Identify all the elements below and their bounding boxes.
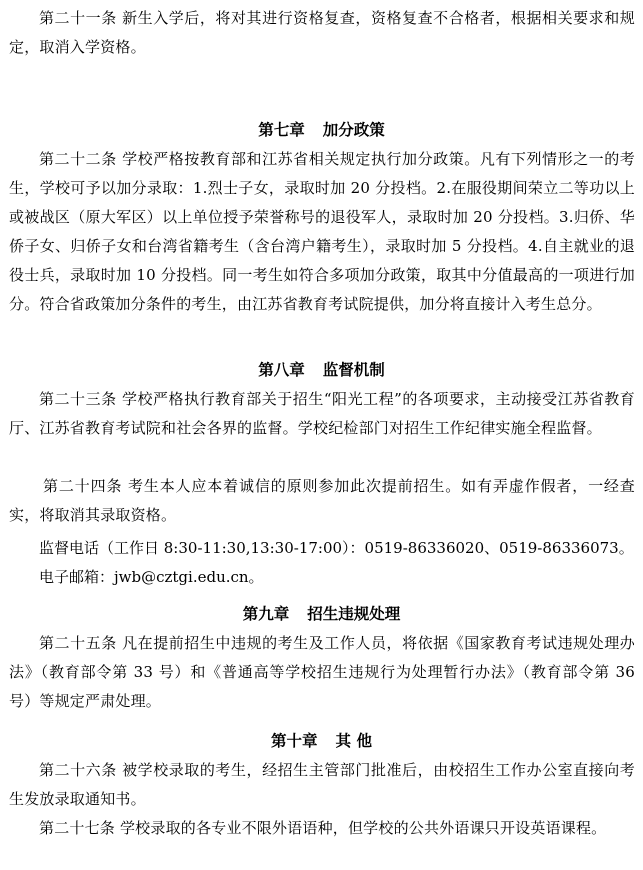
- chapter-9-number: 第九章: [242, 605, 290, 623]
- chapter-7-title: 加分政策: [322, 121, 385, 139]
- chapter-8-number: 第八章: [258, 361, 305, 379]
- article-25: 第二十五条 凡在提前招生中违规的考生及工作人员，将依据《国家教育考试违规处理办法》（教育部令第 33 号）和《普通高等学校招生违规行为处理暂行办法》（教育部令第 36 号）等规定严肃处理。: [9, 634, 635, 710]
- chapter-10-number: 第十章: [271, 732, 318, 750]
- article-22: 第二十二条 学校严格按教育部和江苏省相关规定执行加分政策。凡有下列情形之一的考生，学校可予以加分录取：1.烈士子女，录取时加 20 分投档。2.在服役期间荣立二等功以上或被战区（原大军区）以上单位授予荣誉称号的退役军人，录取时加 20 分投档。3.归侨、华侨子女、归侨子女和台湾省籍考生（含台湾户籍考生），录取时加 5 分投档。4.自主就业的退役士兵，录取时加 10 分投档。同一考生如符合多项加分政策，取其中分值最高的一项进行加分。符合省政策加分条件的考生，由江苏省教育考试院提供，加分将直接计入考生总分。: [9, 150, 635, 313]
- article-27: 第二十七条 学校录取的各专业不限外语语种，但学校的公共外语课只开设英语课程。: [39, 819, 607, 837]
- chapter-9-title: 招生违规处理: [307, 605, 401, 623]
- chapter-8-heading: [0, 356, 643, 385]
- contact-email: 电子邮箱：jwb@cztgi.edu.cn。: [39, 568, 264, 586]
- supervision-hotline: 监督电话（工作日 8:30-11:30,13:30-17:00）：0519-86336020、0519-86336073。: [39, 539, 634, 557]
- article-21: 第二十一条 新生入学后，将对其进行资格复查，资格复查不合格者，根据相关要求和规定，取消入学资格。: [9, 9, 635, 56]
- article-23: 第二十三条 学校严格执行教育部关于招生“阳光工程”的各项要求，主动接受江苏省教育厅、江苏省教育考试院和社会各界的监督。学校纪检部门对招生工作纪律实施全程监督。: [9, 390, 635, 437]
- chapter-9-heading: [0, 600, 643, 629]
- chapter-7-number: 第七章: [258, 121, 305, 139]
- chapter-10-title: 其 他: [335, 732, 372, 750]
- article-26: 第二十六条 被学校录取的考生，经招生主管部门批准后，由校招生工作办公室直接向考生发放录取通知书。: [9, 761, 635, 808]
- chapter-10-heading: [0, 727, 643, 756]
- chapter-7-heading: [0, 116, 643, 145]
- chapter-8-title: 监督机制: [322, 361, 385, 379]
- article-24: 第二十四条 考生本人应本着诚信的原则参加此次提前招生。如有弄虚作假者，一经查实，将取消其录取资格。: [9, 477, 635, 524]
